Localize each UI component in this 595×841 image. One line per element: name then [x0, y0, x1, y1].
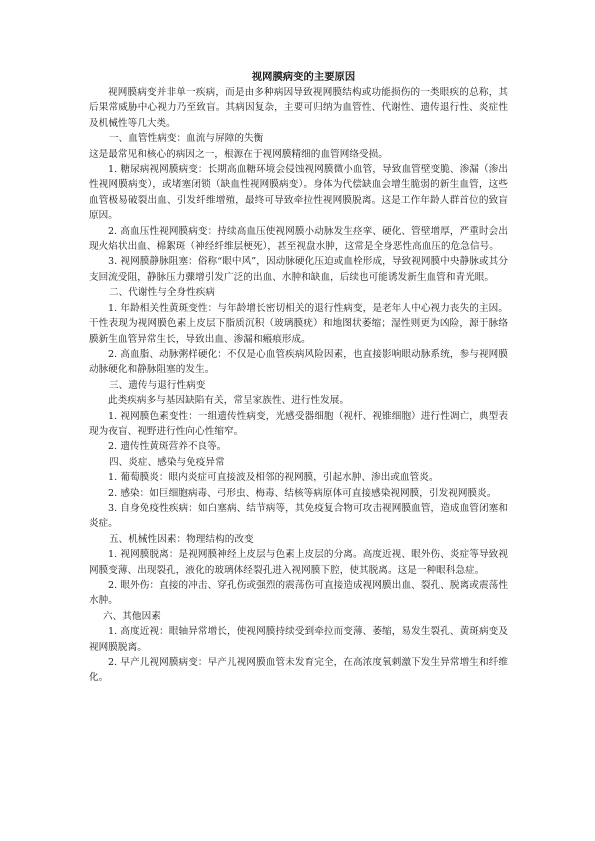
item-high-myopia: 1. 高度近视：眼轴异常增长，使视网膜持续受到牵拉而变薄、萎缩，易发生裂孔、黄斑病变及视网膜脱离。: [89, 626, 508, 653]
item-diabetic-retinopathy: 1. 糖尿病视网膜病变：长期高血糖环境会侵蚀视网膜微小血管，导致血管壁变脆、渗漏（渗出性视网膜病变），或堵塞闭锁（缺血性视网膜病变）。身体为代偿缺血会增生脆弱的新生血管，这些血管极易破裂出血、引发纤维增殖，最终可导致牵拉性视网膜脱离。这是工作年龄人群首位的致盲原因。: [89, 164, 508, 222]
section-heading-inflammation: 四、炎症、感染与免疫异常: [109, 456, 225, 468]
section-heading-metabolic: 二、代谢性与全身性疾病: [109, 287, 216, 299]
item-eye-trauma: 2. 眼外伤：直接的冲击、穿孔伤或强烈的震荡伤可直接造成视网膜出血、裂孔、脱离或震荡性水肿。: [89, 580, 508, 607]
item-amd: 1. 年龄相关性黄斑变性：与年龄增长密切相关的退行性病变，是老年人中心视力丧失的主因。干性表现为视网膜色素上皮层下脂质沉积（玻璃膜疣）和地图状萎缩；湿性则更为凶险，源于脉络膜新生血管异常生长，导致出血、渗漏和瘢痕形成。: [89, 302, 508, 345]
document-page: [89, 70, 508, 686]
section-heading-mechanical: 五、机械性因素：物理结构的改变: [109, 533, 254, 545]
item-hypertensive-retinopathy: 2. 高血压性视网膜病变：持续高血压使视网膜小动脉发生痉挛、硬化、管壁增厚，严重时会出现火焰状出血、棉絮斑（神经纤维层梗死），甚至视盘水肿，这常是全身恶性高血压的危急信号。: [89, 225, 508, 253]
item-retinal-vein-occlusion: 3. 视网膜静脉阻塞：俗称“眼中风”，因动脉硬化压迫或血栓形成，导致视网膜中央静脉或其分支回流受阻，静脉压力骤增引发广泛的出血、水肿和缺血，后续也可能诱发新生血管和青光眼。: [89, 256, 508, 283]
item-infection: 2. 感染：如巨细胞病毒、弓形虫、梅毒、结核等病原体可直接感染视网膜，引发视网膜炎。: [108, 487, 497, 499]
item-retinal-detachment: 1. 视网膜脱离：是视网膜神经上皮层与色素上皮层的分离。高度近视、眼外伤、炎症等导致视网膜变薄、出现裂孔，液化的玻璃体经裂孔进入视网膜下腔，使其脱离。这是一种眼科急症。: [89, 549, 508, 576]
item-retinitis-pigmentosa: 1. 视网膜色素变性：一组遗传性病变，光感受器细胞（视杆、视锥细胞）进行性凋亡，典型表现为夜盲、视野进行性向心性缩窄。: [89, 410, 508, 437]
item-autoimmune: 3. 自身免疫性疾病：如白塞病、结节病等，其免疫复合物可攻击视网膜血管，造成血管闭塞和炎症。: [89, 502, 508, 530]
section-heading-vascular: 一、血管性病变：血流与屏障的失衡: [109, 133, 264, 145]
item-uveitis: 1. 葡萄膜炎：眼内炎症可直接波及相邻的视网膜，引起水肿、渗出或血管炎。: [108, 472, 439, 484]
section-intro-vascular: 这是最常见和核心的病因之一，根源在于视网膜精细的血管网络受损。: [89, 148, 388, 160]
section-heading-other: 六、其他因素: [103, 610, 161, 622]
page-title: 视网膜病变的主要原因: [251, 71, 356, 83]
item-rop: 2. 早产儿视网膜病变：早产儿视网膜血管未发育完全，在高浓度氧刺激下发生异常增生和纤维化。: [89, 657, 508, 684]
intro-paragraph: 视网膜病变并非单一疾病，而是由多种病因导致视网膜结构或功能损伤的一类眼疾的总称，其后果常威胁中心视力乃至致盲。其病因复杂，主要可归纳为血管性、代谢性、遗传退行性、炎症性及机械性等几大类。: [89, 87, 508, 129]
item-hyperlipidemia: 2. 高血脂、动脉粥样硬化：不仅是心血管疾病风险因素，也直接影响眼动脉系统，参与视网膜动脉硬化和静脉阻塞的发生。: [89, 348, 508, 376]
item-macular-dystrophy: 2. 遗传性黄斑营养不良等。: [108, 441, 227, 453]
section-intro-genetic: 此类疾病多与基因缺陷有关，常呈家族性、进行性发展。: [108, 395, 350, 407]
section-heading-genetic: 三、遗传与退行性病变: [109, 379, 206, 391]
